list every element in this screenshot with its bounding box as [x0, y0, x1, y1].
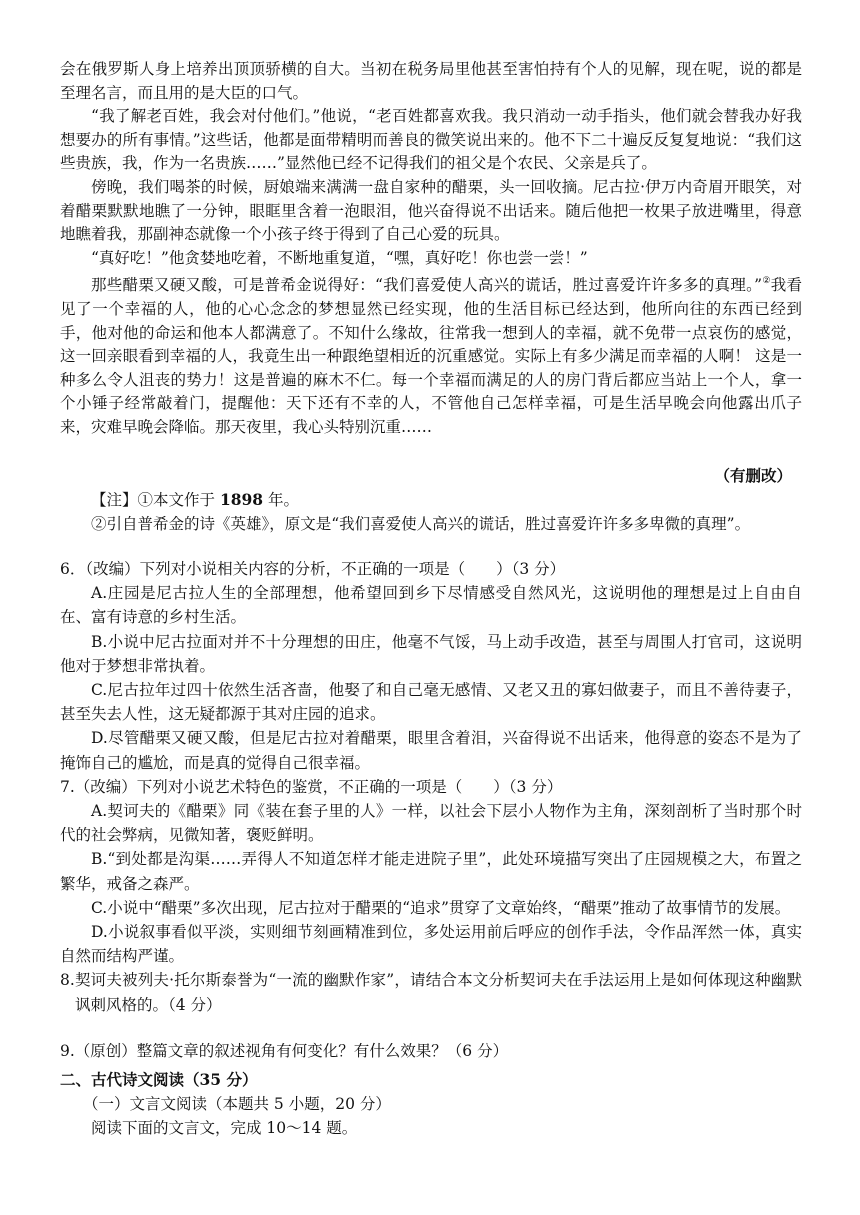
note-2: ②引自普希金的诗《英雄》，原文是“我们喜爱使人高兴的谎话，胜过喜爱许许多多卑微的真理”。 [91, 515, 751, 533]
note-1-suffix: 年。 [268, 491, 300, 509]
question-list [60, 557, 802, 1063]
source-attribution: （有删改） [714, 466, 792, 485]
pushkin-quote-text: 那些醋栗又硬又酸，可是普希金说得好：“我们喜爱使人高兴的谎话，胜过喜爱许许多多的真理。” [91, 276, 763, 295]
story-passage [60, 58, 802, 440]
happiness-reflection-text: 我看见了一个幸福的人，他的心心念念的梦想显然已经实现，他的生活目标已经达到，他所向往的东西已经到手，他对他的命运和他本人都满意了。不知什么缘故，往常我一想到人的幸福，就不免带一点哀伤的感觉，这一回亲眼看到幸福的人，我竟生出一种跟绝望相近的沉重感觉。实际上有多少满足而幸福的人啊！ 这是一种多么令人沮丧的势力！这是普遍的麻木不仁。每一个幸福而满足的人的房门背后都应当站上一个人，拿一个小锤子经常敲着门，提醒他：天下还有不幸的人，不管他自己怎样幸福，可是生活早晚会向他露出爪子来，灾难早晚会降临。那天夜里，我心头特别沉重…… [60, 276, 802, 436]
question-6-stem: 6．（改编）下列对小说相关内容的分析，不正确的一项是（ ）（3 分） [60, 560, 566, 578]
question-7-option-c: C.小说中“醋栗”多次出现，尼古拉对于醋栗的“追求”贯穿了文章始终，“醋栗”推动了故事情节的发展。 [91, 898, 791, 917]
question-7-option-b: B.“到处都是沟渠……弄得人不知道怎样才能走进院子里”，此处环境描写突出了庄园规模之大，布置之繁华，戒备之森严。 [60, 850, 802, 893]
section-heading: 二、古代诗文阅读（35 分） [60, 1070, 258, 1089]
answer-space [60, 1017, 802, 1039]
section-instruction: 阅读下面的文言文，完成 10～14 题。 [91, 1119, 358, 1138]
story-paragraph: 傍晚，我们喝茶的时候，厨娘端来满满一盘自家种的醋栗，头一回收摘。尼古拉·伊万内奇眉开眼笑，对着醋栗默默地瞧了一分钟，眼眶里含着一泡眼泪，他兴奋得说不出话来。随后他把一枚果子放进嘴里，得意地瞧着我，那副神态就像一个小孩子终于得到了自己心爱的玩具。 [60, 177, 802, 244]
footnotes [60, 488, 802, 536]
note-1-year: 1898 [219, 490, 264, 509]
note-1-prefix: 【注】①本文作于 [91, 491, 216, 509]
question-6-option-a: A.庄园是尼古拉人生的全部理想，他希望回到乡下尽情感受自然风光，这说明他的理想是过上自由自在、富有诗意的乡村生活。 [60, 584, 802, 627]
story-paragraph: 会在俄罗斯人身上培养出顶顶骄横的自大。当初在税务局里他甚至害怕持有个人的见解，现在呢，说的都是至理名言，而且用的是大臣的口气。 [60, 60, 802, 102]
question-7-option-d: D.小说叙事看似平淡，实则细节刻画精准到位，多处运用前后呼应的创作手法，令作品浑然一体，真实自然而结构严谨。 [60, 923, 802, 966]
question-7-stem: 7.（改编）下列对小说艺术特色的鉴赏，不正确的一项是（ ）（3 分） [60, 777, 563, 796]
footnote-marker: ② [762, 276, 771, 287]
section-subheading: （一）文言文阅读（本题共 5 小题，20 分） [83, 1095, 391, 1114]
story-paragraph: “我了解老百姓，我会对付他们。”他说，“老百姓都喜欢我。我只消动一动手指头，他们就会替我办好我想要办的所有事情。”这些话，他都是面带精明而善良的微笑说出来的。他不下二十遍反反复复地说：“我们这些贵族，我，作为一名贵族……”显然他已经不记得我们的祖父是个农民、父亲是兵了。 [60, 107, 802, 173]
classical-reading-section [60, 1068, 802, 1141]
note-1 [60, 488, 802, 512]
question-6-option-d: D.尽管醋栗又硬又酸，但是尼古拉对着醋栗，眼里含着泪，兴奋得说不出话来，他得意的姿态不是为了掩饰自己的尴尬，而是真的觉得自己很幸福。 [60, 729, 802, 772]
story-paragraph: “真好吃！”他贪婪地吃着，不断地重复道，“嘿，真好吃！你也尝一尝！” [91, 248, 588, 267]
question-6-option-b: B.小说中尼古拉面对并不十分理想的田庄，他毫不气馁，马上动手改造，甚至与周围人打官司，这说明他对于梦想非常执着。 [60, 632, 802, 675]
question-9-stem: 9.（原创）整篇文章的叙述视角有何变化？有什么效果？（6 分） [60, 1041, 509, 1060]
story-paragraph-pushkin [60, 270, 802, 439]
question-7-option-a: A.契诃夫的《醋栗》同《装在套子里的人》一样，以社会下层小人物作为主角，深刻剖析了当时那个时代的社会弊病，见微知著，褒贬鲜明。 [60, 802, 802, 845]
question-6-option-c: C.尼古拉年过四十依然生活吝啬，他娶了和自己毫无感情、又老又丑的寡妇做妻子，而且不善待妻子，甚至失去人性，这无疑都源于其对庄园的追求。 [60, 681, 802, 724]
question-8-stem: 8.契诃夫被列夫·托尔斯泰誉为“一流的幽默作家”，请结合本文分析契诃夫在手法运用上是如何体现这种幽默讽刺风格的。（4 分） [60, 971, 802, 1014]
